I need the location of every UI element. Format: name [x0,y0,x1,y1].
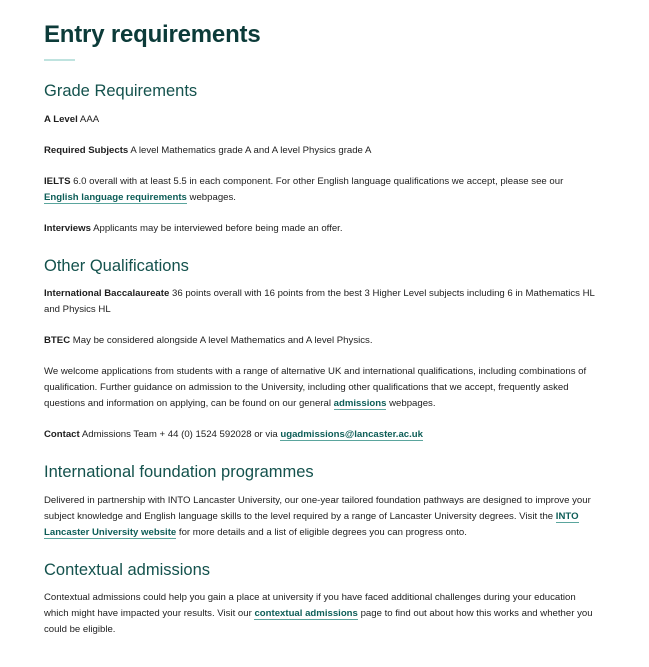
contact-info [44,427,600,443]
foundation-after-text: for more details and a list of eligible degrees you can progress onto. [178,527,467,538]
ib-requirement [44,286,600,318]
foundation-text [44,493,600,541]
contextual-admissions-link[interactable]: contextual admissions [254,608,358,619]
ielts-requirement [44,174,600,206]
english-language-requirements-link[interactable]: English language requirements [44,192,187,203]
contextual-admissions-heading: Contextual admissions [44,561,210,579]
a-level-requirement [44,112,600,128]
a-level-label: A Level [44,114,78,125]
grade-requirements-heading: Grade Requirements [44,82,198,100]
required-subjects-value: A level Mathematics grade A and A level Physics grade A [130,145,372,156]
foundation-body: Delivered in partnership with INTO Lancaster University, our one-year tailored foundation pathways are designed to improve your subject knowledge and English language skills to the level required by a range of Lancaster University degrees. Visit the [44,495,591,522]
page-title: Entry requirements [44,21,261,48]
contact-label: Contact [44,429,80,440]
admissions-link[interactable]: admissions [333,398,387,409]
interviews-value: Applicants may be interviewed before being made an offer. [93,223,343,234]
interviews-info [44,221,600,237]
contextual-after-text: page to find out about how this works and whether you could be eligible. [44,608,593,635]
contact-value: Admissions Team + 44 (0) 1524 592028 or via [81,429,278,440]
btec-label: BTEC [44,335,71,346]
required-subjects-label: Required Subjects [44,145,129,156]
btec-value: May be considered alongside A level Mathematics and A level Physics. [72,335,373,346]
welcome-after-text: webpages. [389,398,436,409]
required-subjects [44,143,600,159]
foundation-programmes-heading: International foundation programmes [44,463,314,481]
title-underline [44,59,75,61]
interviews-label: Interviews [44,223,91,234]
ib-value: 36 points overall with 16 points from the best 3 Higher Level subjects including 6 in Mathematics HL and Physics HL [44,288,595,315]
ielts-after-text: webpages. [189,192,236,203]
other-qualifications-heading: Other Qualifications [44,257,189,275]
a-level-value: AAA [79,114,100,125]
into-lancaster-link[interactable]: INTO Lancaster University website [44,511,579,538]
btec-requirement [44,333,600,349]
alternative-qualifications-text [44,364,600,412]
contextual-text [44,590,600,638]
ib-label: International Baccalaureate [44,288,170,299]
ielts-value: 6.0 overall with at least 5.5 in each component. For other English language qualifications we accept, please see our [73,176,564,187]
ielts-label: IELTS [44,176,71,187]
contact-email-link[interactable]: ugadmissions@lancaster.ac.uk [280,429,424,440]
contextual-body: Contextual admissions could help you gain a place at university if you have faced additional challenges during your education which might have impacted your results. Visit our [44,592,576,619]
welcome-text: We welcome applications from students with a range of alternative UK and international qualifications, including combinations of qualification. Further guidance on admission to the University, including other qualifications that we accept, frequently asked questions and information on applying, can be found on our general [44,366,587,409]
